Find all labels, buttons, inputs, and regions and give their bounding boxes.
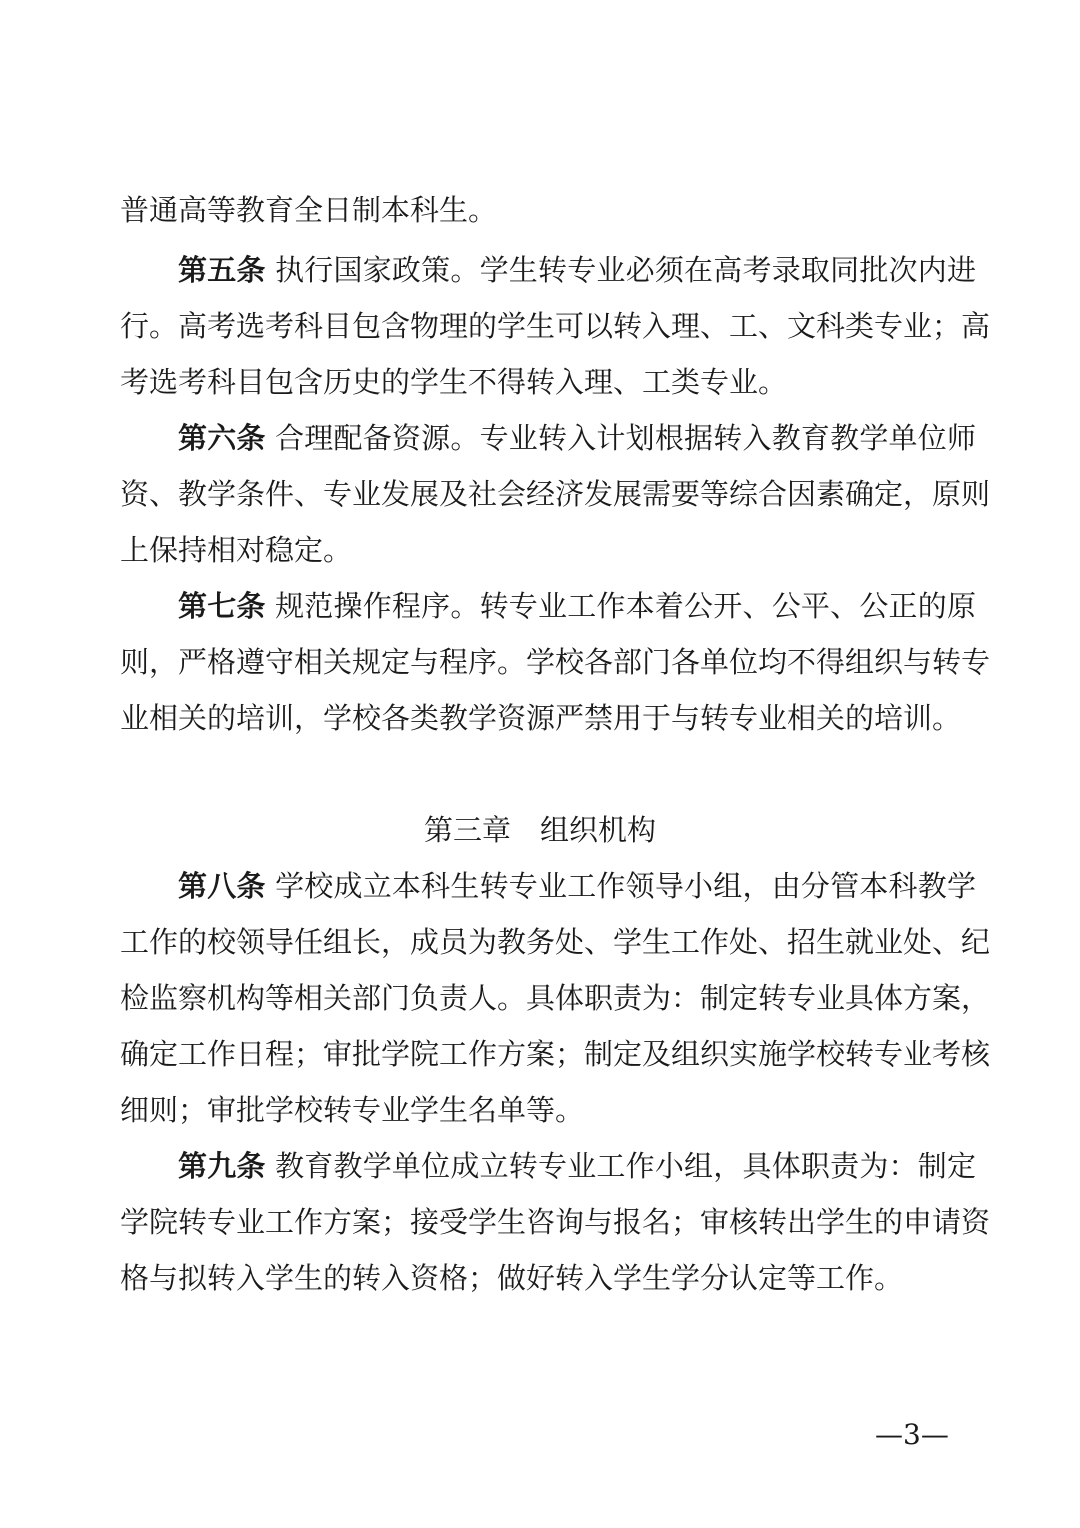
paragraph-line: 确定工作日程；审批学院工作方案；制定及组织实施学校转专业考核 [120, 1037, 991, 1071]
paragraph-line: 则，严格遵守相关规定与程序。学校各部门各单位均不得组织与转专 [120, 645, 991, 679]
page-number: —3— [875, 1418, 949, 1451]
article-label: 第九条 [178, 1149, 266, 1183]
article-text: 合理配备资源。专业转入计划根据转入教育教学单位师 [275, 421, 976, 455]
article-7-first-line [178, 586, 976, 626]
article-label: 第五条 [178, 253, 266, 287]
paragraph-line: 普通高等教育全日制本科生。 [120, 193, 498, 227]
article-text: 教育教学单位成立转专业工作小组，具体职责为：制定 [275, 1149, 976, 1183]
article-text: 规范操作程序。转专业工作本着公开、公平、公正的原 [275, 589, 976, 623]
paragraph-line: 考选考科目包含历史的学生不得转入理、工类专业。 [120, 365, 788, 399]
paragraph-line: 格与拟转入学生的转入资格；做好转入学生学分认定等工作。 [120, 1261, 904, 1295]
paragraph-line: 检监察机构等相关部门负责人。具体职责为：制定转专业具体方案， [120, 981, 991, 1015]
article-label: 第六条 [178, 421, 266, 455]
paragraph-line: 资、教学条件、专业发展及社会经济发展需要等综合因素确定，原则 [120, 477, 991, 511]
article-5-first-line [178, 250, 976, 290]
article-8-first-line [178, 866, 976, 906]
paragraph-line: 上保持相对稳定。 [120, 533, 353, 567]
article-6-first-line [178, 418, 976, 458]
article-text: 学校成立本科生转专业工作领导小组，由分管本科教学 [275, 869, 976, 903]
chapter-title: 第三章 组织机构 [423, 813, 656, 847]
paragraph-line: 细则；审批学校转专业学生名单等。 [120, 1093, 585, 1127]
article-9-first-line [178, 1146, 976, 1186]
paragraph-line: 学院转专业工作方案；接受学生咨询与报名；审核转出学生的申请资 [120, 1205, 991, 1239]
paragraph-line: 工作的校领导任组长，成员为教务处、学生工作处、招生就业处、纪 [120, 925, 991, 959]
article-label: 第八条 [178, 869, 266, 903]
paragraph-line: 业相关的培训，学校各类教学资源严禁用于与转专业相关的培训。 [120, 701, 962, 735]
article-label: 第七条 [178, 589, 266, 623]
paragraph-line: 行。高考选考科目包含物理的学生可以转入理、工、文科类专业；高 [120, 309, 991, 343]
article-text: 执行国家政策。学生转专业必须在高考录取同批次内进 [275, 253, 976, 287]
